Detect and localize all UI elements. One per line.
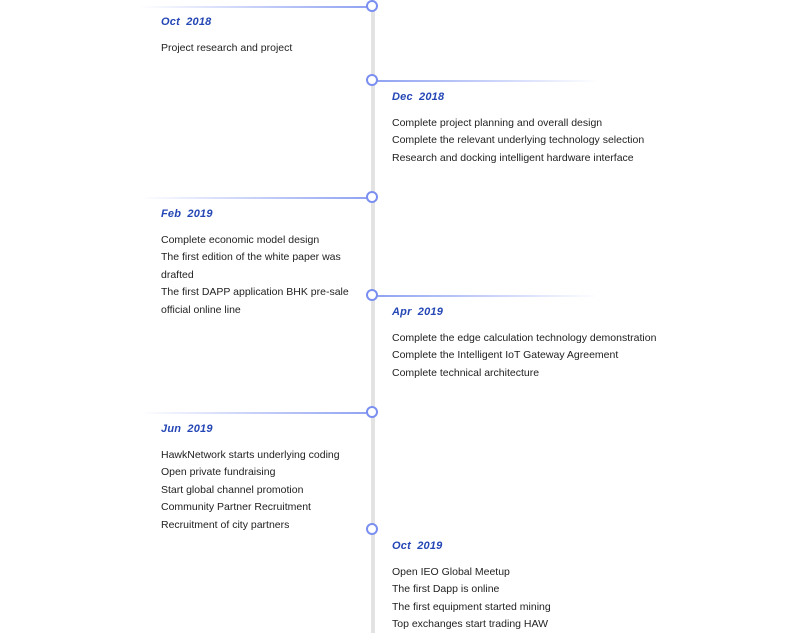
milestone-item: Complete the Intelligent IoT Gateway Agreement (392, 349, 619, 362)
milestone-item: Open IEO Global Meetup (392, 566, 510, 578)
timeline-axis (371, 0, 375, 633)
event-milestones (161, 40, 361, 57)
event-date: Jun 2019 (161, 423, 213, 435)
milestone-item: Complete technical architecture (392, 366, 540, 379)
timeline-marker (366, 406, 378, 418)
timeline-event (161, 423, 361, 534)
timeline-event (392, 91, 682, 167)
event-milestones (161, 447, 361, 534)
timeline-connector (373, 80, 598, 82)
timeline-marker (366, 523, 378, 535)
milestone-item: The first Dapp is online (392, 583, 500, 596)
event-milestones (392, 564, 682, 634)
milestone-item: Complete economic model design (161, 234, 320, 246)
timeline-event (392, 540, 682, 634)
event-milestones (392, 330, 682, 382)
event-milestones (161, 232, 353, 319)
milestone-item: The first DAPP application BHK pre-sale official online line (161, 286, 349, 316)
milestone-item: Project research and project (161, 42, 293, 54)
milestone-item: Open private fundraising (161, 466, 276, 479)
event-date: Dec 2018 (392, 91, 445, 103)
event-date: Feb 2019 (161, 208, 213, 220)
timeline-event (161, 16, 361, 57)
milestone-item: Top exchanges start trading HAW (392, 618, 549, 631)
timeline-connector (140, 197, 372, 199)
timeline-connector (140, 412, 372, 414)
event-date: Oct 2019 (392, 540, 443, 552)
milestone-item: The first equipment started mining (392, 600, 551, 613)
milestone-item: Complete project planning and overall design (392, 117, 603, 129)
milestone-item: Complete the relevant underlying technology selection (392, 134, 645, 147)
milestone-item: Recruitment of city partners (161, 518, 290, 531)
timeline-connector (140, 6, 372, 8)
milestone-item: Start global channel promotion (161, 483, 304, 496)
timeline-event (161, 208, 353, 319)
milestone-item: The first edition of the white paper was drafted (161, 251, 341, 281)
timeline-marker (366, 289, 378, 301)
timeline-marker (366, 0, 378, 12)
timeline-marker (366, 74, 378, 86)
timeline-connector (373, 295, 598, 297)
milestone-item: Community Partner Recruitment (161, 501, 311, 514)
event-date: Apr 2019 (392, 306, 444, 318)
event-date: Oct 2018 (161, 16, 212, 28)
milestone-item: Research and docking intelligent hardware interface (392, 151, 634, 164)
milestone-item: Complete the edge calculation technology demonstration (392, 332, 657, 344)
timeline-marker (366, 191, 378, 203)
event-milestones (392, 115, 682, 167)
timeline-event (392, 306, 682, 382)
milestone-item: HawkNetwork starts underlying coding (161, 449, 340, 461)
